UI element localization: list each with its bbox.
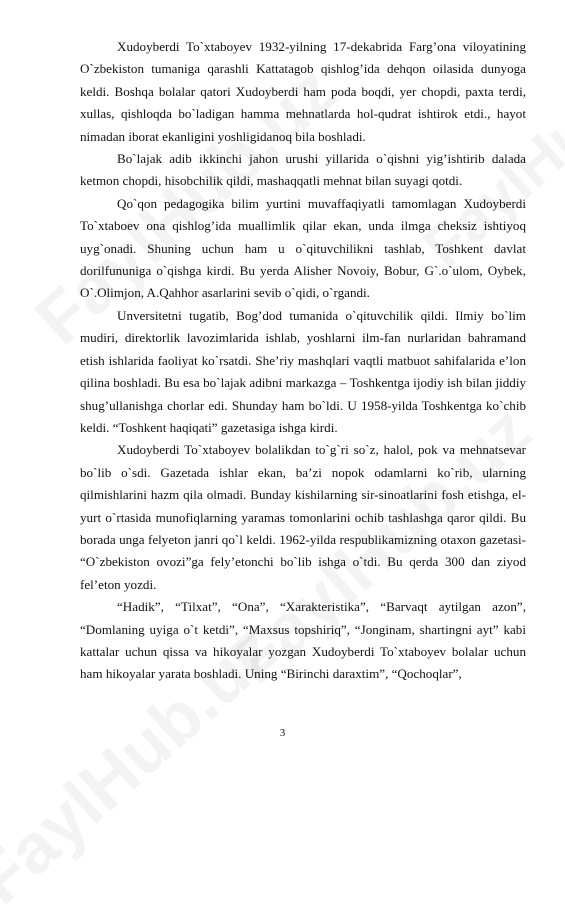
document-page bbox=[80, 36, 526, 686]
page-number: 3 bbox=[279, 727, 286, 739]
paragraph: Unversitetni tugatib, Bog’dod tumanida o`qituvchilik qildi. Ilmiy bo`lim mudiri, direktorlik lavozimlarida ishlab, yoshlarni ilm-fan nurlaridan bahramand etish ishlarida faoliyat ko`rsatdi. She’riy mashqlari vaqtli matbuot sahifalarida e’lon qilina boshladi. Bu esa bo`lajak adibni markazga – Toshkentga ijodiy ish bilan jiddiy shug’ullanishga chorlar edi. Shunday ham bo`ldi. U 1958-yilda Toshkentga ko`chib keldi. “Toshkent haqiqati” gazetasiga ishga kirdi. bbox=[80, 307, 526, 435]
paragraph: Xudoyberdi To`xtaboyev bolalikdan to`g`ri so`z, halol, pok va mehnatsevar bo`lib o`sdi. Gazetada ishlar ekan, ba’zi nopok odamlarni ko`rib, ularning qilmishlarini hazm qila olmadi. Bunday kishilarning sir-sinoatlarini fosh etishga, el-yurt o`rtasida munofiqlarning yaramas tomonlarini ochib tashlashga qaror qildi. Bu borada unga felyeton janri qo`l keldi. 1962-yilda respublikamizning otaxon gazetasi- “O`zbekiston ovozi”ga fely’etonchi bo`lib ishga o`tdi. Bu qerda 300 dan ziyod fel’eton yozdi. bbox=[80, 442, 526, 592]
paragraph: Qo`qon pedagogika bilim yurtini muvaffaqiyatli tamomlagan Xudoyberdi To`xtaboev ona qishlog’ida muallimlik qilar ekan, unda ilmga cheksiz ishtiyoq uyg`onadi. Shuning uchun ham u o`qituvchilikni tashlab, Toshkent davlat dorilfununiga o`qishga kirdi. Bu yerda Alisher Novoiy, Bobur, G`.o`ulom, Oybek, O`.Olimjon, A.Qahhor asarlarini sevib o`qidi, o`rgandi. bbox=[80, 195, 526, 301]
paragraph: Xudoyberdi To`xtaboyev 1932-yilning 17-dekabrida Farg’ona viloyatining O`zbekiston tumaniga qarashli Kattatagob qishlog’ida dehqon oilasida dunyoga keldi. Boshqa bolalar qatori Xudoyberdi ham poda boqdi, yer chopdi, paxta terdi, xullas, qishloqda bo`ladigan hamma mehnatlarda hol-qudrat ishtirok etdi., hayot nimadan iborat ekanligini yoshligidanoq bila boshladi. bbox=[80, 39, 526, 144]
paragraph: Bo`lajak adib ikkinchi jahon urushi yillarida o`qishni yig’ishtirib dalada ketmon chopdi, hisobchilik qildi, mashaqqatli mehnat bilan suyagi qotdi. bbox=[80, 151, 526, 189]
paragraph: “Hadik”, “Tilxat”, “Ona”, “Xarakteristika”, “Barvaqt aytilgan azon”, “Domlaning uyiga o`t ketdi”, “Maxsus topshiriq”, “Jonginam, shartingni ayt” kabi kattalar uchun qissa va hikoyalar yozgan Xudoyberdi To`xtaboyev bolalar uchun ham hikoyalar yarata boshladi. Uning “Birinchi daraxtim”, “Qochoqlar”, bbox=[80, 599, 526, 682]
